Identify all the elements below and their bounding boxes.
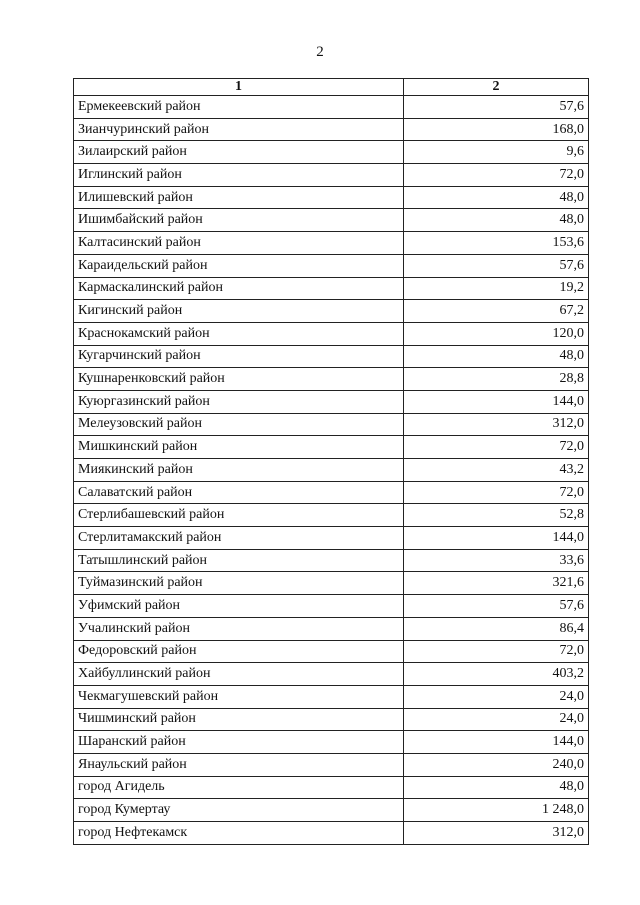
district-name-cell: Куюргазинский район [74,390,404,413]
value-cell: 9,6 [404,141,589,164]
table-body [74,96,589,845]
table-row [74,527,589,550]
district-name-cell: город Агидель [74,776,404,799]
district-name-cell: Зианчуринский район [74,118,404,141]
district-name-cell: Мелеузовский район [74,413,404,436]
table-row [74,277,589,300]
district-name-cell: Янаульский район [74,753,404,776]
table-row [74,118,589,141]
value-cell: 144,0 [404,731,589,754]
value-cell: 72,0 [404,164,589,187]
value-cell: 24,0 [404,708,589,731]
value-cell: 144,0 [404,390,589,413]
table-header-row [74,79,589,96]
district-name-cell: Кугарчинский район [74,345,404,368]
table-row [74,164,589,187]
table-row [74,141,589,164]
district-name-cell: Ермекеевский район [74,96,404,119]
district-name-cell: Ишимбайский район [74,209,404,232]
table-row [74,209,589,232]
table-row [74,572,589,595]
table-row [74,776,589,799]
district-name-cell: Илишевский район [74,186,404,209]
district-name-cell: Зилаирский район [74,141,404,164]
district-name-cell: Уфимский район [74,595,404,618]
table-row [74,300,589,323]
column-header-name: 1 [74,79,404,96]
table-row [74,186,589,209]
district-name-cell: Туймазинский район [74,572,404,595]
district-name-cell: Краснокамский район [74,322,404,345]
table-row [74,753,589,776]
table-row [74,368,589,391]
value-cell: 48,0 [404,345,589,368]
value-cell: 321,6 [404,572,589,595]
table-row [74,436,589,459]
value-cell: 67,2 [404,300,589,323]
table-row [74,595,589,618]
data-table [73,78,589,845]
district-name-cell: Татышлинский район [74,549,404,572]
value-cell: 57,6 [404,254,589,277]
district-name-cell: Учалинский район [74,617,404,640]
table-row [74,663,589,686]
district-name-cell: Салаватский район [74,481,404,504]
value-cell: 240,0 [404,753,589,776]
value-cell: 1 248,0 [404,799,589,822]
table-row [74,549,589,572]
value-cell: 120,0 [404,322,589,345]
table-row [74,504,589,527]
value-cell: 24,0 [404,685,589,708]
value-cell: 72,0 [404,640,589,663]
value-cell: 312,0 [404,822,589,845]
value-cell: 19,2 [404,277,589,300]
district-name-cell: Стерлибашевский район [74,504,404,527]
district-name-cell: Федоровский район [74,640,404,663]
table-row [74,322,589,345]
value-cell: 57,6 [404,595,589,618]
value-cell: 33,6 [404,549,589,572]
table-row [74,617,589,640]
value-cell: 57,6 [404,96,589,119]
table-row [74,232,589,255]
district-name-cell: Кигинский район [74,300,404,323]
district-name-cell: город Кумертау [74,799,404,822]
table-row [74,459,589,482]
value-cell: 28,8 [404,368,589,391]
value-cell: 86,4 [404,617,589,640]
value-cell: 48,0 [404,209,589,232]
district-name-cell: город Нефтекамск [74,822,404,845]
table-row [74,254,589,277]
table-row [74,413,589,436]
page-number: 2 [316,44,324,60]
district-name-cell: Кармаскалинский район [74,277,404,300]
value-cell: 168,0 [404,118,589,141]
value-cell: 43,2 [404,459,589,482]
table-row [74,345,589,368]
value-cell: 48,0 [404,186,589,209]
district-name-cell: Кушнаренковский район [74,368,404,391]
district-name-cell: Стерлитамакский район [74,527,404,550]
district-name-cell: Караидельский район [74,254,404,277]
district-name-cell: Чишминский район [74,708,404,731]
value-cell: 52,8 [404,504,589,527]
value-cell: 72,0 [404,436,589,459]
district-name-cell: Калтасинский район [74,232,404,255]
table-row [74,799,589,822]
table-row [74,390,589,413]
value-cell: 312,0 [404,413,589,436]
district-name-cell: Хайбуллинский район [74,663,404,686]
value-cell: 144,0 [404,527,589,550]
district-name-cell: Мишкинский район [74,436,404,459]
value-cell: 72,0 [404,481,589,504]
district-name-cell: Шаранский район [74,731,404,754]
table-row [74,731,589,754]
district-name-cell: Миякинский район [74,459,404,482]
district-name-cell: Иглинский район [74,164,404,187]
table-row [74,822,589,845]
column-header-value: 2 [404,79,589,96]
value-cell: 48,0 [404,776,589,799]
table-row [74,708,589,731]
value-cell: 153,6 [404,232,589,255]
table-row [74,96,589,119]
table-row [74,640,589,663]
table-row [74,481,589,504]
table-row [74,685,589,708]
district-name-cell: Чекмагушевский район [74,685,404,708]
value-cell: 403,2 [404,663,589,686]
